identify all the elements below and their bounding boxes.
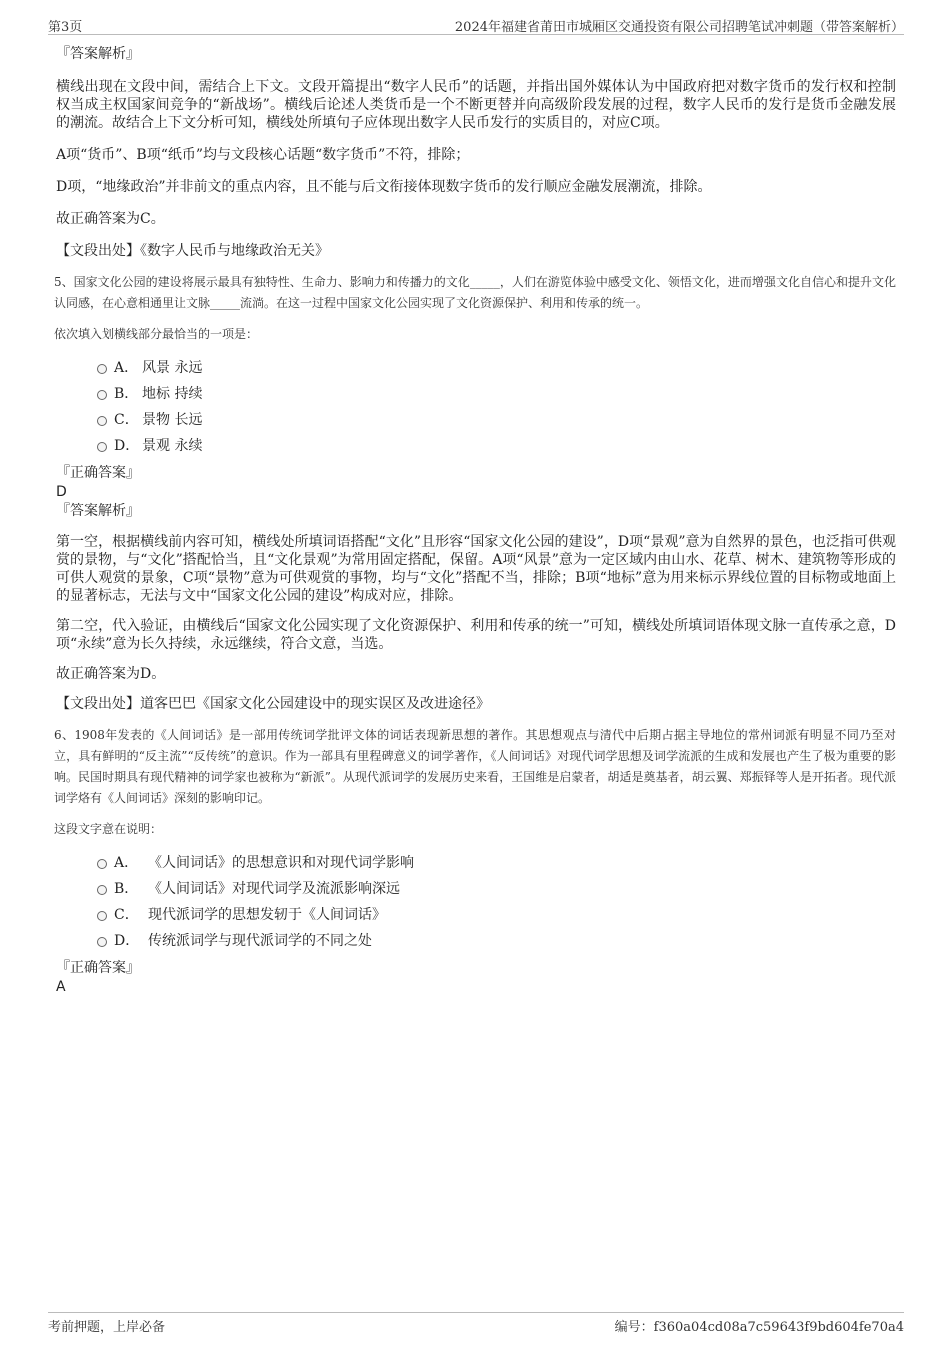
question-6-text: 6、1908年发表的《人间词话》是一部用传统词学批评文体的词话表现新思想的著作。其思想观点与清代中后期占据主导地位的常州词派有明显不同乃至对立，具有鲜明的“反主流”“反传统”的意识。作为一部具有里程碑意义的词学著作，《人间词话》对现代词学思想及词学流派的生成和发展也产生了极为重要的影响。民国时期具有现代精神的词学家也被称为“新派”。从现代派词学的发展历史来看，王国维是启蒙者，胡适是奠基者，胡云翼、郑振铎等人是开拓者。现代派词学烙有《人间词话》深刻的影响印记。 (54, 728, 896, 805)
radio-button-icon[interactable] (97, 911, 107, 921)
question-5-options (56, 355, 896, 459)
option-letter: C． (114, 412, 139, 428)
option-text: 风景 永远 (142, 360, 203, 376)
question-6-prompt: 这段文字意在说明： (54, 822, 163, 836)
option-letter: C． (114, 907, 139, 923)
question-5-analysis-paragraph-1: 第一空，根据横线前内容可知，横线处所填词语搭配“文化”且形容“国家文化公园的建设”，D项“景观”意为自然界的景色，也泛指可供观赏的景物，与“文化”搭配恰当，且“文化景观”为常用固定搭配，保留。A项“风景”意为一定区域内由山水、花草、树木、建筑物等形成的可供人观赏的景象，C项“景物”意为可供观赏的事物，均与“文化”搭配不当，排除；B项“地标”意为用来标示界线位置的目标物或地面上的显著标志，无法与文中“国家文化公园的建设”构成对应，排除。 (56, 534, 896, 604)
option-letter: D． (114, 933, 140, 949)
option-d[interactable] (56, 433, 896, 459)
radio-button-icon[interactable] (97, 442, 107, 452)
option-text: 地标 持续 (142, 386, 203, 402)
option-a[interactable] (56, 850, 896, 876)
question-5-analysis-label: 『答案解析』 (56, 503, 140, 519)
option-letter: B． (114, 881, 139, 897)
option-text: 《人间词话》对现代词学及流派影响深远 (148, 881, 400, 897)
radio-button-icon[interactable] (97, 364, 107, 374)
option-text: 《人间词话》的思想意识和对现代词学影响 (148, 855, 414, 871)
prev-conclusion: 故正确答案为C。 (56, 211, 165, 227)
radio-button-icon[interactable] (97, 416, 107, 426)
option-letter: D． (114, 438, 140, 454)
document-title: 2024年福建省莆田市城厢区交通投资有限公司招聘笔试冲刺题（带答案解析） (454, 20, 904, 35)
option-c[interactable] (56, 407, 896, 433)
prev-analysis-paragraph-2: A项“货币”、B项“纸币”均与文段核心话题“数字货币”不符，排除； (56, 147, 470, 163)
prev-analysis-paragraph-1: 横线出现在文段中间，需结合上下文。文段开篇提出“数字人民币”的话题，并指出国外媒体认为中国政府把对数字货币的发行权和控制权当成主权国家间竞争的“新战场”。横线后论述人类货币是一个不断更替并向高级阶段发展的过程，数字人民币的发行是货币金融发展的潮流。故结合上下文分析可知，横线处所填句子应体现出数字人民币发行的实质目的，对应C项。 (56, 79, 896, 131)
document-id: 编号：f360a04cd08a7c59643f9bd604fe70a4 (614, 1320, 904, 1335)
question-5-source: 【文段出处】道客巴巴《国家文化公园建设中的现实误区及改进途径》 (56, 696, 490, 712)
option-text: 现代派词学的思想发轫于《人间词话》 (148, 907, 386, 923)
page-content (56, 44, 896, 996)
prev-source: 【文段出处】《数字人民币与地缘政治无关》 (56, 243, 329, 259)
question-5-analysis-paragraph-2: 第二空，代入验证，由横线后“国家文化公园实现了文化资源保护、利用和传承的统一”可知，横线处所填词语体现文脉一直传承之意，D项“永续”意为长久持续，永远继续，符合文意，当选。 (56, 618, 896, 652)
option-text: 传统派词学与现代派词学的不同之处 (148, 933, 372, 949)
option-b[interactable] (56, 876, 896, 902)
option-letter: A． (114, 360, 139, 376)
option-b[interactable] (56, 381, 896, 407)
question-5-answer-label: 『正确答案』 (56, 465, 140, 481)
question-6-answer-label: 『正确答案』 (56, 960, 140, 976)
question-5-conclusion: 故正确答案为D。 (56, 666, 166, 682)
option-d[interactable] (56, 928, 896, 954)
option-a[interactable] (56, 355, 896, 381)
question-5-prompt: 依次填入划横线部分最恰当的一项是： (54, 327, 259, 341)
option-letter: B． (114, 386, 139, 402)
radio-button-icon[interactable] (97, 885, 107, 895)
radio-button-icon[interactable] (97, 937, 107, 947)
radio-button-icon[interactable] (97, 859, 107, 869)
footer-slogan: 考前押题，上岸必备 (48, 1320, 166, 1335)
prev-analysis-label: 『答案解析』 (56, 46, 140, 62)
option-text: 景物 长远 (142, 412, 203, 428)
page-footer (48, 1312, 904, 1335)
prev-analysis-paragraph-3: D项，“地缘政治”并非前文的重点内容，且不能与后文衔接体现数字货币的发行顺应金融发展潮流，排除。 (56, 179, 712, 195)
page-header (48, 14, 904, 35)
question-5-answer: D (56, 484, 67, 500)
question-5-text: 5、国家文化公园的建设将展示最具有独特性、生命力、影响力和传播力的文化_____，人们在游览体验中感受文化、领悟文化，进而增强文化自信心和提升文化认同感，在心意相通里让文脉_____流淌。在这一过程中国家文化公园实现了文化资源保护、利用和传承的统一。 (54, 275, 896, 310)
option-text: 景观 永续 (142, 438, 203, 454)
option-c[interactable] (56, 902, 896, 928)
question-6-answer: A (56, 979, 66, 995)
page-number: 第3页 (48, 20, 83, 35)
question-6-options (56, 850, 896, 954)
radio-button-icon[interactable] (97, 390, 107, 400)
option-letter: A． (114, 855, 139, 871)
